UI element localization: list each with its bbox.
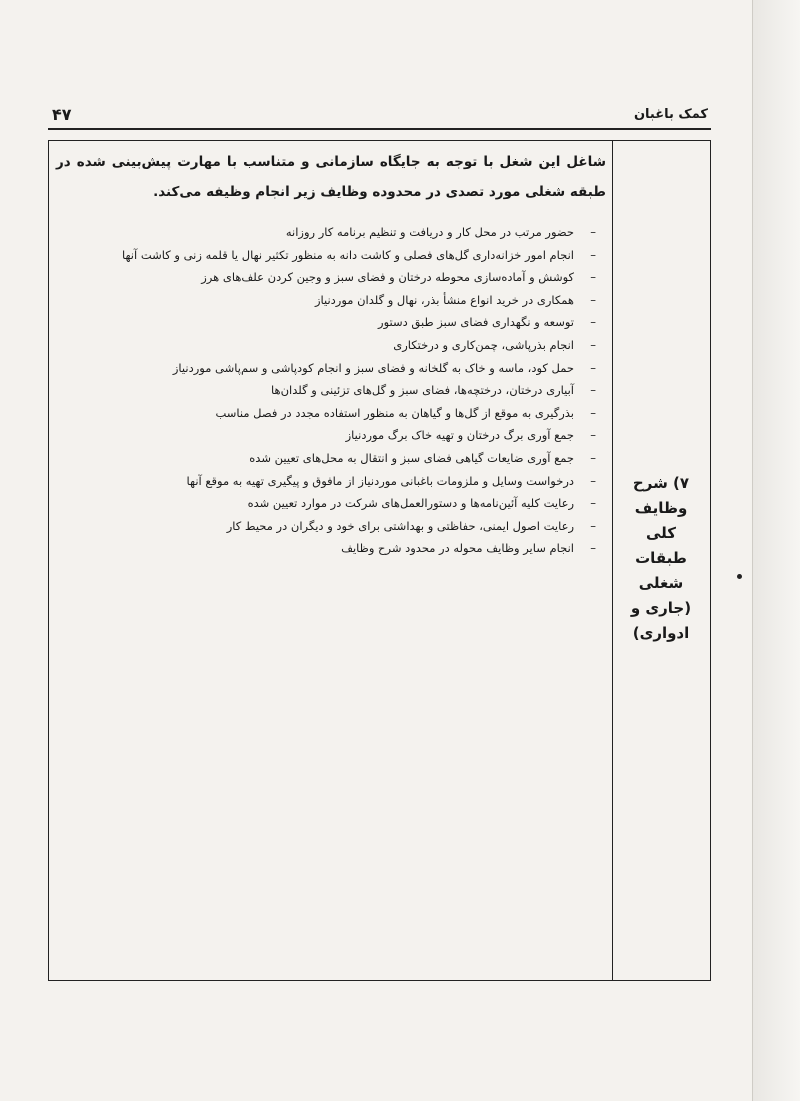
duty-text: درخواست وسایل و ملزومات باغبانی موردنیاز از مافوق و پیگیری تهیه به موقع آنها	[186, 473, 574, 488]
section-label-line: طبقات	[635, 549, 687, 567]
duty-table	[48, 140, 711, 981]
duty-item	[71, 311, 596, 334]
duty-text: آبیاری درختان، درختچه‌ها، فضای سبز و گل‌های تزئینی و گلدان‌ها	[271, 383, 574, 398]
page-edge	[752, 0, 800, 1101]
duty-item	[71, 470, 596, 493]
dash-bullet: –	[590, 225, 596, 239]
section-label	[620, 471, 702, 646]
header-rule	[48, 128, 711, 130]
duty-item	[71, 424, 596, 447]
section-label-line: ادواری)	[632, 624, 690, 642]
duty-text: انجام سایر وظایف محوله در محدود شرح وظایف	[341, 541, 574, 556]
section-label-line: ۷) شرح	[632, 474, 690, 492]
section-label-line: شغلی	[638, 574, 684, 592]
duty-text: انجام امور خزانه‌داری گل‌های فصلی و کاشت دانه به منظور تکثیر نهال یا قلمه زنی و کاشت آنها	[121, 247, 574, 262]
running-header	[48, 105, 708, 127]
dash-bullet: –	[590, 473, 596, 488]
duty-item	[71, 289, 596, 312]
dash-bullet: –	[590, 360, 596, 375]
duty-text: جمع آوری ضایعات گیاهی فضای سبز و انتقال به محل‌های تعیین شده	[249, 450, 574, 465]
section-label-line: کلی	[645, 524, 677, 542]
duty-text: توسعه و نگهداری فضای سبز طبق دستور	[378, 315, 574, 330]
duty-text: بذرگیری به موقع از گل‌ها و گیاهان به منظور استفاده مجدد در فصل مناسب	[215, 405, 574, 420]
duty-item	[71, 537, 596, 560]
dash-bullet: –	[590, 337, 596, 352]
duty-item	[71, 244, 596, 267]
section-label-line: وظایف	[634, 499, 688, 517]
duty-text: کوشش و آماده‌سازی محوطه درختان و فضای سبز و وجین کردن علف‌های هرز	[201, 270, 574, 285]
dash-bullet: –	[590, 315, 596, 330]
duty-text: حمل کود، ماسه و خاک به گلخانه و فضای سبز و انجام کودپاشی و سم‌پاشی موردنیاز	[172, 360, 574, 375]
duty-text: جمع آوری برگ درختان و تهیه خاک برگ موردنیاز	[345, 428, 574, 443]
dash-bullet: –	[590, 292, 596, 307]
duty-item	[71, 515, 596, 538]
duty-item	[71, 492, 596, 515]
stray-mark	[737, 574, 742, 579]
dash-bullet: –	[590, 496, 596, 511]
duty-item	[71, 447, 596, 470]
dash-bullet: –	[590, 450, 596, 465]
dash-bullet: –	[590, 247, 596, 262]
page-number: ۴۷	[52, 105, 72, 124]
dash-bullet: –	[590, 405, 596, 420]
page-title: کمک باغبان	[633, 107, 708, 122]
dash-bullet: –	[590, 270, 596, 285]
duty-item	[71, 221, 596, 244]
duty-text: انجام بذرپاشی، چمن‌کاری و درختکاری	[393, 337, 574, 352]
duty-item	[71, 402, 596, 425]
duty-item	[71, 334, 596, 357]
duty-item	[71, 357, 596, 380]
dash-bullet: –	[590, 541, 596, 556]
dash-bullet: –	[590, 518, 596, 533]
duty-text: همکاری در خرید انواع منشأ بذر، نهال و گلدان موردنیاز	[314, 292, 574, 307]
section-label-cell	[612, 141, 710, 980]
duty-text: رعایت اصول ایمنی، حفاظتی و بهداشتی برای خود و دیگران در محیط کار	[226, 518, 574, 533]
duty-item	[71, 266, 596, 289]
dash-bullet: –	[590, 428, 596, 443]
duty-item	[71, 379, 596, 402]
intro-paragraph: شاغل این شغل با توجه به جایگاه سازمانی و متناسب با مهارت پیش‌بینی شده در طبقه شغلی مورد تصدی در محدوده وظایف زیر انجام وظیفه می‌کند.	[56, 154, 606, 200]
duties-content-cell	[49, 141, 614, 980]
duty-text: رعایت کلیه آئین‌نامه‌ها و دستورالعمل‌های شرکت در موارد تعیین شده	[247, 496, 574, 511]
section-label-line: (جاری و	[630, 599, 692, 617]
dash-bullet: –	[590, 383, 596, 398]
duty-list	[71, 221, 596, 560]
duty-text: حضور مرتب در محل کار و دریافت و تنظیم برنامه کار روزانه	[285, 225, 574, 239]
